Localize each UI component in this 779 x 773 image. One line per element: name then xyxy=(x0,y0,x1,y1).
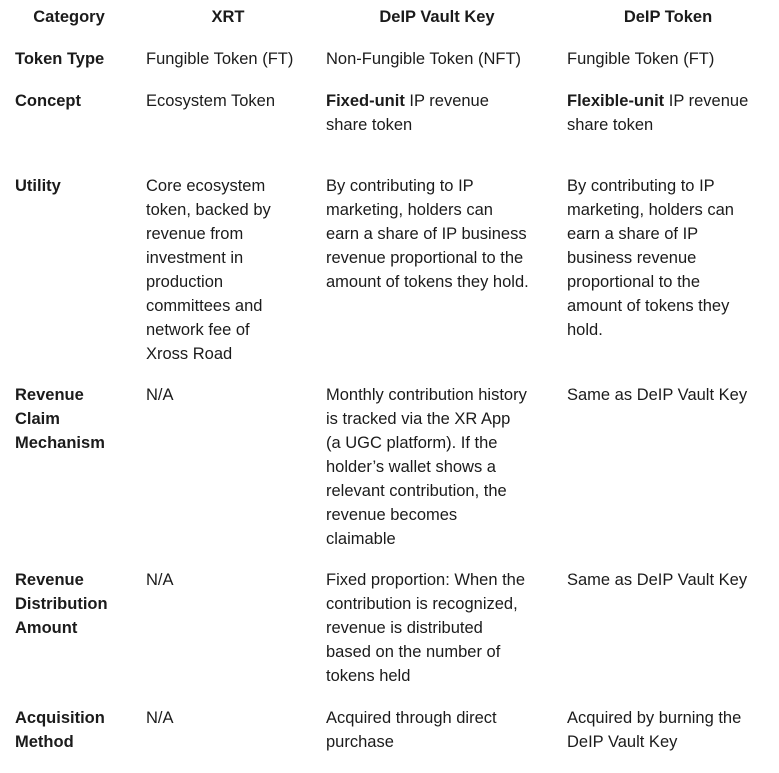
acquisition-deip-token: Acquired by burning the DeIP Vault Key xyxy=(567,709,742,751)
acquisition-xrt: N/A xyxy=(146,709,174,727)
concept-vault-key-rest: IP revenue share token xyxy=(326,92,489,134)
concept-vault-key xyxy=(326,89,489,137)
concept-deip-token-bold: Flexible-unit xyxy=(567,92,665,110)
claim-vault-key: Monthly contribution history is tracked via the XR App (a UGC platform). If the holder’s wallet shows a relevant contribution, the revenue becomes claimable xyxy=(326,386,527,548)
row-label-revenue-distribution-amount: Revenue Distribution Amount xyxy=(15,571,108,637)
distribution-vault-key: Fixed proportion: When the contribution is recognized, revenue is distributed based on the number of tokens held xyxy=(326,571,526,685)
token-type-deip-token: Fungible Token (FT) xyxy=(567,50,715,68)
header-category: Category xyxy=(33,8,105,26)
row-label-concept: Concept xyxy=(15,92,81,110)
concept-xrt: Ecosystem Token xyxy=(146,92,276,110)
distribution-deip-token: Same as DeIP Vault Key xyxy=(567,571,748,589)
utility-deip-token: By contributing to IP marketing, holders can earn a share of IP business revenue proportional to the amount of tokens they hold. xyxy=(567,177,734,339)
row-label-utility: Utility xyxy=(15,177,61,195)
row-label-acquisition-method: Acquisition Method xyxy=(15,709,105,751)
header-xrt: XRT xyxy=(211,8,245,26)
utility-vault-key: By contributing to IP marketing, holders can earn a share of IP business revenue proportional to the amount of tokens they hold. xyxy=(326,177,529,291)
claim-deip-token: Same as DeIP Vault Key xyxy=(567,386,748,404)
header-deip-token: DeIP Token xyxy=(623,8,713,26)
concept-vault-key-bold: Fixed-unit xyxy=(326,92,405,110)
claim-xrt: N/A xyxy=(146,386,174,404)
row-label-revenue-claim-mechanism: Revenue Claim Mechanism xyxy=(15,386,105,452)
token-type-vault-key: Non-Fungible Token (NFT) xyxy=(326,50,522,68)
row-label-token-type: Token Type xyxy=(15,50,105,68)
distribution-xrt: N/A xyxy=(146,571,174,589)
concept-deip-token xyxy=(567,89,748,137)
acquisition-vault-key: Acquired through direct purchase xyxy=(326,709,497,751)
concept-deip-token-rest: IP revenue share token xyxy=(567,92,749,134)
token-type-xrt: Fungible Token (FT) xyxy=(146,50,294,68)
header-deip-vault-key: DeIP Vault Key xyxy=(379,8,495,26)
utility-xrt: Core ecosystem token, backed by revenue from investment in production committees and network fee of Xross Road xyxy=(146,177,271,363)
